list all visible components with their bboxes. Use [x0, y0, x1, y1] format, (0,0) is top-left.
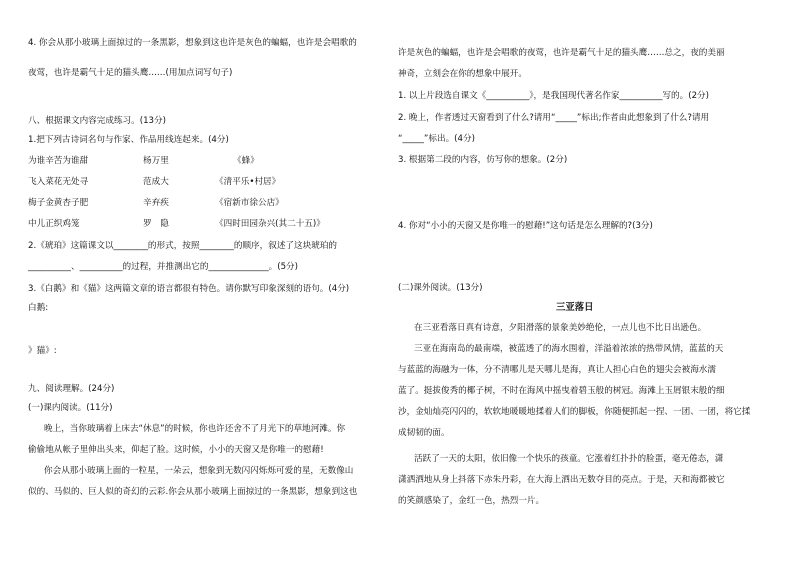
poem-work: 《清平乐•村居》: [215, 177, 281, 187]
poem-line: 为谁辛苦为谁甜: [28, 156, 89, 166]
section-8-title: 八、根据课文内容完成练习。(13分): [28, 116, 166, 126]
essay-line: 三亚在海南岛的最南端，被蓝透了的海水围着，洋溢着浓浓的热带风情，蓝蓝的天: [414, 344, 724, 354]
matching-question-title: 1.把下列古诗词名句与作家、作品用线连起来。(4分): [28, 135, 229, 145]
essay-title: 三亚落日: [556, 302, 594, 313]
poem-line: 飞入菜花无处寻: [28, 177, 89, 187]
essay-line: 活跃了一天的太阳，依旧像一个快乐的孩童。它涨着红扑扑的脸蛋，毫无倦态，潇: [414, 454, 724, 464]
poem-work: 《四时田园杂兴(其二十五)》: [215, 219, 325, 229]
q2-line-1: 2.《琥珀》这篇课文以________的形式，按照________的顺序，叙述了这块琥珀的: [28, 241, 337, 251]
poem-author: 范成大: [143, 177, 169, 187]
out-of-class-reading-title: (二)课外阅读。(13分): [398, 283, 483, 293]
essay-line: 成韧韧的面。: [398, 428, 450, 438]
essay-line: 沙，金灿灿亮闪闪的，软软地暖暖地揉着人们的脚板，你随便抓起一捏、一团、一团，将它揉: [398, 407, 751, 417]
poem-author: 辛弃疾: [143, 198, 169, 208]
q2-line-2: __________、__________的过程，并推测出它的______________。(5分): [28, 262, 298, 272]
baie-label: 白鹅:: [28, 303, 49, 313]
q4-line-2: 夜莺，也许是霸气十足的猫头鹰……(用加点词写句子): [28, 68, 233, 78]
in-class-reading-title: (一)课内阅读。(11分): [28, 403, 113, 413]
passage-continuation-1: 许是灰色的蝙蝠，也许是会唱歌的夜莺，也许是霸气十足的猫头鹰……总之，夜的美丽: [398, 48, 725, 58]
mao-label: 》猫》:: [28, 346, 57, 356]
passage-line: 似的、马似的、巨人似的奇幻的云彩.你会从那小玻璃上面掠过的一条黑影，想象到这也: [28, 487, 358, 497]
poem-work: 《宿新市徐公店》: [215, 198, 284, 208]
r-q2-line-2: “_____”标出。(4分): [398, 134, 475, 144]
poem-line: 梅子金黄杏子肥: [28, 198, 89, 208]
poem-work: 《蜂》: [233, 156, 259, 166]
section-9-title: 九、阅读理解。(24分): [28, 384, 115, 394]
passage-line: 你会从那小玻璃上面的一粒星，一朵云，想象到无数闪闪烁烁可爱的星，无数像山: [44, 466, 354, 476]
poem-author: 杨万里: [143, 156, 169, 166]
essay-line: 与蓝蓝的海融为一体，分不清哪儿是天哪儿是海，真让人担心白色的翅尖会被海水濡: [398, 365, 716, 375]
r-q2-line-1: 2. 晚上，作者透过天窗看到了什么?请用“_____”标出;作者由此想象到了什么?请用: [398, 113, 710, 123]
essay-line: 蓝了。挺拔俊秀的椰子树，不时在海风中摇曳着碧玉般的树冠。海滩上玉屑银末般的细: [398, 386, 725, 396]
q4-line-1: 4. 你会从那小玻璃上面掠过的一条黑影，想象到这也许是灰色的蝙蝠，也许是会唱歌的: [28, 38, 357, 48]
r-q3-line: 3. 根据第二段的内容，仿写你的想象。(2分): [398, 155, 568, 165]
essay-line: 潇洒洒地从身上抖落下赤朱丹彩，在大海上洒出无数夺目的亮点。于是，天和海都被它: [398, 475, 725, 485]
passage-line: 晚上，当你玻璃着上床去“休息”的时候，你也许还舍不了月光下的草地河滩。你: [44, 424, 346, 434]
passage-line: 偷偷地从帐子里伸出头来，仰起了脸。这时候，小小的天窗又是你唯一的慰藉!: [28, 445, 324, 455]
r-q4-line: 4. 你对“小小的天窗又是你唯一的慰藉!”这句话是怎么理解的?(3分): [398, 221, 653, 231]
r-q1-line: 1. 以上片段选自课文《__________》，是我国现代著名作家__________写的。(2分): [398, 91, 709, 101]
poem-author: 罗 隐: [143, 219, 169, 229]
q3-line: 3.《白鹅》和《猫》这两篇文章的语言都很有特色。请你默写印象深刻的语句。(4分): [28, 284, 350, 294]
essay-line: 的笑颜感染了，金红一色，热烈一片。: [398, 496, 545, 506]
poem-line: 中儿正织鸡笼: [28, 219, 80, 229]
essay-line: 在三亚看落日真有诗意，夕阳滑落的景象美妙绝伦，一点儿也不比日出逊色。: [414, 323, 707, 333]
passage-continuation-2: 神奇，立刻会在你的想象中展开。: [398, 69, 527, 79]
